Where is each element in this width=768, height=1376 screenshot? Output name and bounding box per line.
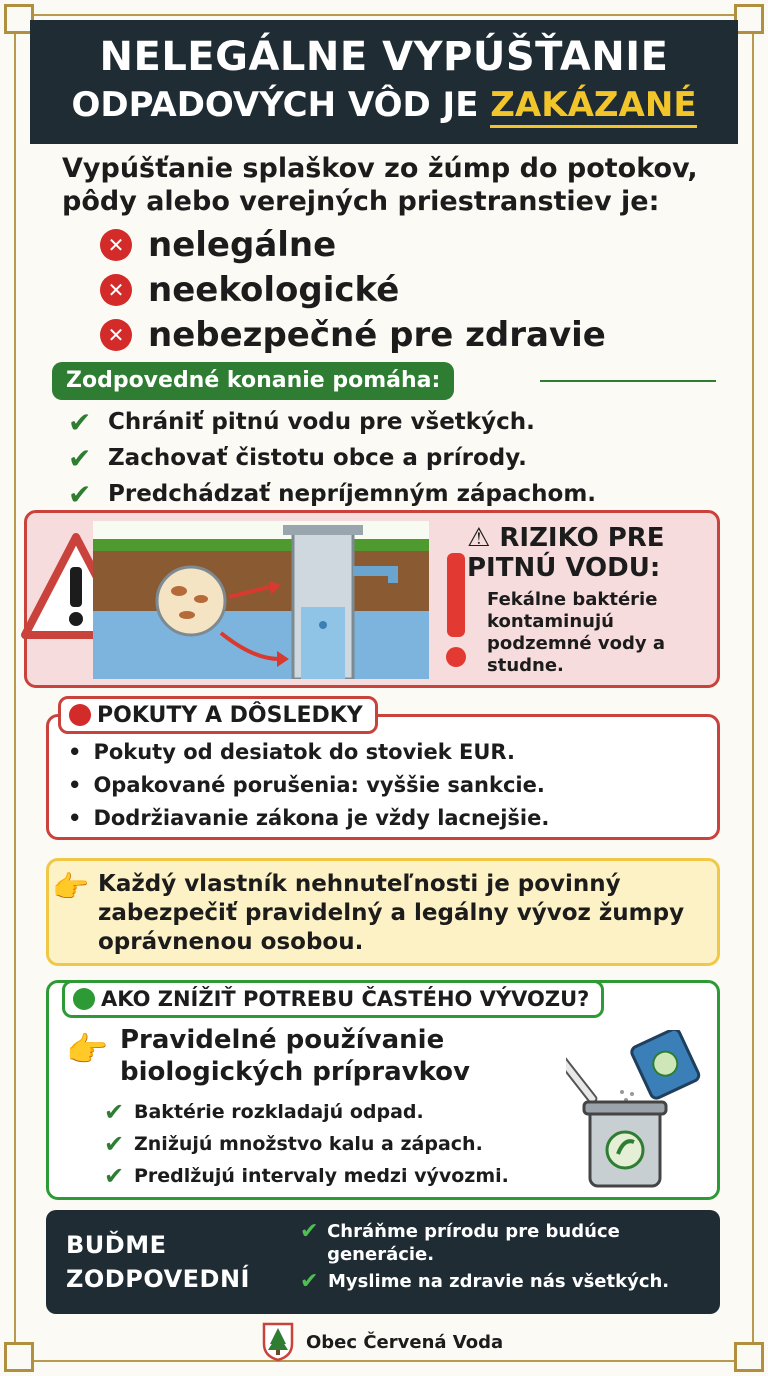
footer-title: BUĎME ZODPOVEDNÍ	[66, 1231, 250, 1293]
list-item	[68, 440, 596, 476]
check-icon: ✔	[300, 1269, 319, 1294]
footer-banner	[46, 1210, 720, 1314]
footer-list	[300, 1220, 716, 1297]
responsible-list	[68, 404, 596, 512]
list-item	[104, 1160, 509, 1192]
bio-list	[104, 1096, 509, 1192]
prohibition-list	[100, 222, 606, 357]
bio-heading: Pravidelné používanie biologických prípravkov	[120, 1025, 470, 1087]
risk-box	[24, 510, 720, 688]
corner-ornament	[734, 1342, 764, 1372]
check-icon: ✔	[68, 441, 92, 475]
header-line-2	[30, 80, 738, 130]
list-item	[104, 1128, 509, 1160]
list-item-label: Predlžujú intervaly medzi vývozmi.	[134, 1165, 509, 1187]
list-item	[100, 267, 606, 312]
check-icon: ✔	[104, 1162, 125, 1190]
list-item	[104, 1096, 509, 1128]
list-item: • Pokuty od desiatok do stoviek EUR.	[68, 736, 549, 769]
check-icon: ✔	[300, 1219, 319, 1244]
list-item-label: Chrániť pitnú vodu pre všetkých.	[108, 409, 535, 435]
list-item	[68, 404, 596, 440]
fines-label	[58, 696, 378, 734]
header-line-2-text: ODPADOVÝCH VÔD JE	[71, 85, 491, 125]
header-line-1: NELEGÁLNE VYPÚŠŤANIE	[99, 34, 669, 80]
intro-text: Vypúšťanie splaškov zo žúmp do potokov, pôdy alebo verejných priestranstiev je:	[62, 153, 698, 217]
header-highlight: ZAKÁZANÉ	[490, 85, 696, 128]
list-item	[300, 1270, 716, 1293]
list-item-label: nebezpečné pre zdravie	[148, 314, 606, 355]
fines-label-text: POKUTY A DÔSLEDKY	[97, 702, 363, 728]
bio-product-illustration	[566, 1030, 706, 1190]
groundwater-illustration	[93, 521, 429, 679]
responsible-label: Zodpovedné konanie pomáha:	[52, 362, 454, 400]
corner-ornament	[4, 1342, 34, 1372]
list-item-label: Predchádzať nepríjemným zápachom.	[108, 481, 597, 507]
bio-label	[62, 980, 604, 1018]
warning-icon: ⚠	[467, 523, 491, 553]
red-dot-icon	[69, 704, 91, 726]
pointing-hand-icon: 👉	[66, 1030, 109, 1070]
risk-text: Fekálne baktérie kontaminujú podzemné vody a studne.	[487, 589, 665, 676]
list-item-label: Znižujú množstvo kalu a zápach.	[134, 1133, 483, 1155]
x-circle-icon: ✕	[100, 274, 132, 306]
note-text: Každý vlastník nehnuteľnosti je povinný zabezpečiť pravidelný a legálny vývoz žumpy oprávnenou osobou.	[98, 871, 685, 955]
corner-ornament	[734, 4, 764, 34]
list-item: • Opakované porušenia: vyššie sankcie.	[68, 769, 549, 802]
check-icon: ✔	[68, 477, 92, 511]
risk-title	[467, 523, 717, 583]
list-item	[300, 1220, 716, 1266]
list-item-label: neekologické	[148, 269, 400, 310]
x-circle-icon: ✕	[100, 319, 132, 351]
green-dot-icon	[73, 988, 95, 1010]
list-item-label: Zachovať čistotu obce a prírody.	[108, 445, 527, 471]
village-crest-icon	[262, 1322, 294, 1362]
list-item	[68, 476, 596, 512]
list-item: • Dodržiavanie zákona je vždy lacnejšie.	[68, 802, 549, 835]
list-item-label: Myslime na zdravie nás všetkých.	[328, 1271, 670, 1292]
list-item	[100, 312, 606, 357]
pointing-hand-icon: 👉	[52, 870, 90, 905]
fines-list	[68, 736, 549, 835]
check-icon: ✔	[104, 1130, 125, 1158]
list-item	[100, 222, 606, 267]
poster-header	[30, 20, 738, 144]
list-item-label: nelegálne	[148, 224, 337, 265]
list-item-label: Chráňme prírodu pre budúce generácie.	[327, 1221, 620, 1265]
x-circle-icon: ✕	[100, 229, 132, 261]
village-name: Obec Červená Voda	[306, 1332, 504, 1353]
list-item-label: Baktérie rozkladajú odpad.	[134, 1101, 424, 1123]
check-icon: ✔	[104, 1098, 125, 1126]
check-icon: ✔	[68, 405, 92, 439]
bio-label-text: AKO ZNÍŽIŤ POTREBU ČASTÉHO VÝVOZU?	[101, 987, 590, 1011]
divider	[540, 380, 716, 382]
risk-title-text: RIZIKO PRE PITNÚ VODU:	[467, 523, 665, 583]
